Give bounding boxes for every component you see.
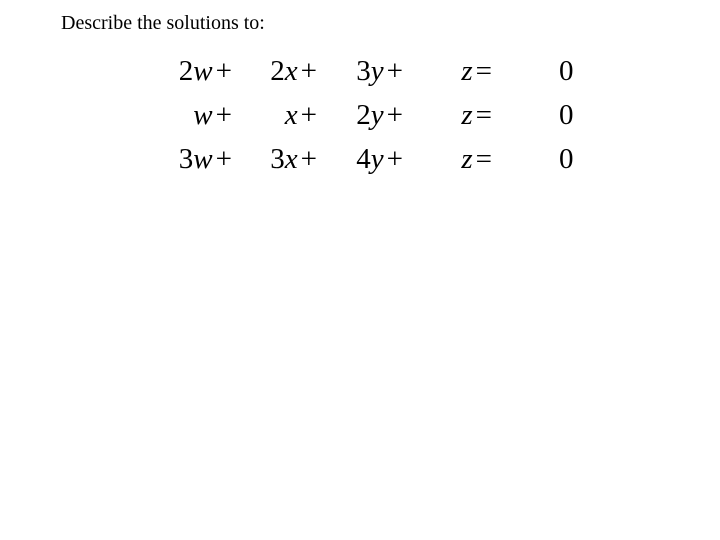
variable: x bbox=[284, 143, 298, 175]
operator: = bbox=[475, 143, 492, 175]
coefficient: 3 bbox=[270, 143, 285, 175]
coefficient: 3 bbox=[356, 55, 371, 87]
variable: y bbox=[370, 143, 384, 175]
variable: z bbox=[461, 55, 473, 87]
equation-term bbox=[193, 96, 232, 140]
right-hand-side: 0 bbox=[559, 143, 574, 175]
equation-row bbox=[160, 96, 600, 140]
operator: = bbox=[475, 55, 492, 87]
variable: w bbox=[193, 55, 213, 87]
operator: + bbox=[386, 143, 403, 175]
equation-term bbox=[285, 96, 317, 140]
operator: = bbox=[475, 99, 492, 131]
equation-term bbox=[461, 140, 492, 184]
variable: x bbox=[284, 55, 298, 87]
operator: + bbox=[300, 99, 317, 131]
variable: w bbox=[193, 143, 213, 175]
linear-system bbox=[160, 52, 600, 184]
equation-term bbox=[356, 52, 403, 96]
variable: y bbox=[370, 99, 384, 131]
coefficient: 3 bbox=[178, 143, 194, 175]
prompt-text: Describe the solutions to: bbox=[61, 12, 265, 34]
equation-term bbox=[461, 52, 492, 96]
operator: + bbox=[215, 99, 232, 131]
equation-term bbox=[270, 52, 317, 96]
coefficient: 2 bbox=[270, 55, 285, 87]
variable: y bbox=[370, 55, 384, 87]
right-hand-side: 0 bbox=[559, 99, 574, 131]
coefficient: 2 bbox=[356, 99, 371, 131]
equation-row bbox=[160, 140, 600, 184]
coefficient: 2 bbox=[178, 55, 194, 87]
variable: w bbox=[193, 99, 213, 131]
equation-term bbox=[179, 52, 232, 96]
operator: + bbox=[300, 55, 317, 87]
variable: z bbox=[461, 99, 473, 131]
equation-term bbox=[461, 96, 492, 140]
operator: + bbox=[386, 55, 403, 87]
operator: + bbox=[215, 55, 232, 87]
variable: x bbox=[284, 99, 298, 131]
operator: + bbox=[300, 143, 317, 175]
coefficient: 4 bbox=[356, 143, 371, 175]
equation-term bbox=[179, 140, 232, 184]
equation-term bbox=[356, 96, 403, 140]
equation-term bbox=[270, 140, 317, 184]
equation-row bbox=[160, 52, 600, 96]
operator: + bbox=[386, 99, 403, 131]
operator: + bbox=[215, 143, 232, 175]
right-hand-side: 0 bbox=[559, 55, 574, 87]
variable: z bbox=[461, 143, 473, 175]
equation-term bbox=[356, 140, 403, 184]
